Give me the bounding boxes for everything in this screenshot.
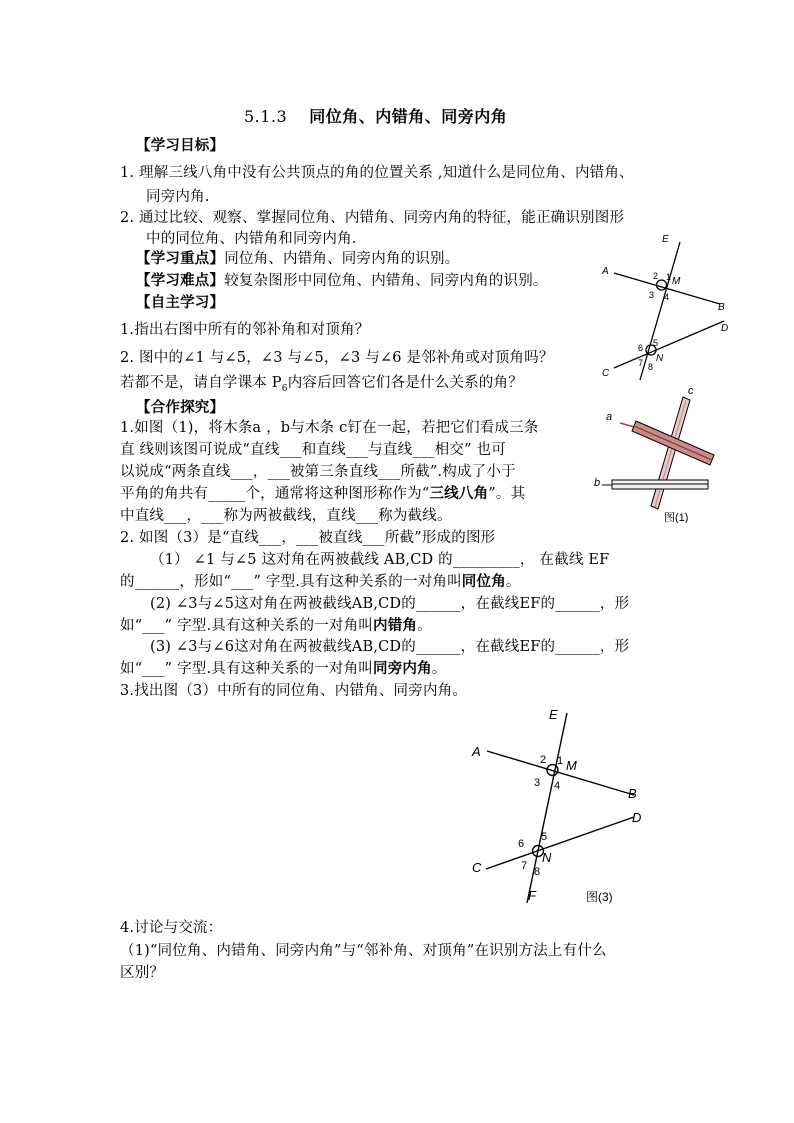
fig3-line-cd	[486, 817, 634, 869]
term-co-interior-angles: 同旁内角	[373, 660, 432, 677]
fig-top-angle-3: 3	[649, 290, 655, 300]
fig3-angle-5: 5	[541, 831, 548, 843]
fig1-label-c: c	[688, 385, 694, 397]
fig-top-angle-1: 1	[666, 272, 672, 282]
heading-key: 【学习重点】	[136, 250, 225, 267]
fig3-angle-6: 6	[518, 838, 525, 850]
q3-page-subscript: 6	[281, 383, 288, 394]
explore-p2-2-line-2	[120, 616, 432, 636]
term-three-lines-eight-angles: 三线八角	[429, 485, 489, 502]
fig3-line-ef	[527, 713, 567, 903]
heading-explore: 【合作探究】	[136, 399, 225, 416]
explore-p1-line-2: 直 线则该图可说成“直线___和直线___与直线___相交” 也可	[120, 442, 506, 458]
p1-line4-post: ”。其	[488, 486, 526, 502]
fig-top-angle-8: 8	[648, 362, 654, 372]
fig-top-angle-4: 4	[664, 292, 670, 302]
goal-1-line-1: 1. 理解三线八角中没有公共顶点的角的位置关系 ,知道什么是同位角、内错角、	[120, 165, 634, 181]
fig-top-label-e: E	[662, 234, 669, 245]
fig-top-angle-2: 2	[653, 271, 659, 281]
goal-1-line-2: 同旁内角.	[146, 189, 210, 205]
self-study-q3	[120, 373, 523, 399]
fig-top-angle-6: 6	[638, 343, 644, 353]
heading-goals: 【学习目标】	[136, 137, 225, 154]
difficult-text: 较复杂图形中同位角、内错角、同旁内角的识别。	[224, 273, 548, 289]
explore-p2-1-line-1: （1） ∠1 与∠5 这对角在两被截线 AB,CD 的_________， 在截线 EF	[150, 552, 610, 568]
p2-2-line2-post: 。	[417, 618, 432, 634]
goal-2-line-1: 2. 通过比较、观察、掌握同位角、内错角、同旁内角的特征，能正确识别图形	[120, 210, 625, 226]
fig-top-angle-5: 5	[653, 338, 659, 348]
explore-p4-1-line-2: 区别？	[120, 965, 165, 981]
section-number: 5.1.3	[244, 107, 288, 126]
fig3-label-d: D	[632, 810, 642, 825]
fig3-caption: 图(3)	[586, 890, 613, 904]
fig-top-vertex-m	[657, 280, 667, 290]
figure-3-svg	[468, 703, 668, 908]
fig3-angle-2: 2	[540, 754, 547, 766]
p2-1-line2-post: 。	[505, 574, 521, 590]
figure-3	[468, 703, 668, 912]
fig1-caption: 图(1)	[664, 512, 689, 523]
self-study-q2: 2. 图中的∠1 与∠5，∠3 与∠5，∠3 与∠6 是邻补角或对顶角吗？	[120, 350, 554, 366]
fig-top-line-cd	[614, 321, 724, 368]
fig3-angle-3: 3	[534, 777, 541, 789]
explore-p2: 2. 如图（3）是“直线___，___被直线___所截”形成的图形	[120, 530, 496, 546]
figure-1-sticks	[592, 383, 722, 527]
goal-2-line-2: 中的同位角、内错角和同旁内角.	[146, 231, 357, 247]
fig3-label-b: B	[628, 786, 637, 801]
explore-p4-1-line-1: （1)“同位角、内错角、同旁内角”与“邻补角、对顶角”在识别方法上有什么	[120, 943, 607, 959]
fig-top-label-n: N	[656, 353, 664, 364]
fig3-angle-4: 4	[554, 780, 561, 792]
explore-p1-line-5: 中直线___，___称为两被截线，直线___称为截线。	[120, 508, 452, 524]
page-title	[244, 104, 507, 127]
explore-p2-2-line-1: (2) ∠3与∠5这对角在两被截线AB,CD的______，在截线EF的______，形	[150, 596, 630, 612]
explore-p3: 3.找出图（3）中所有的同位角、内错角、同旁内角。	[120, 683, 468, 699]
p2-1-line2-pre: 的______，形如“___” 字型.具有这种关系的一对角叫	[120, 574, 462, 590]
fig3-angle-8: 8	[534, 866, 541, 878]
term-corresponding-angles: 同位角	[461, 573, 506, 590]
p1-line4-pre: 平角的角共有_____个，通常将这种图形称作为“	[120, 486, 430, 502]
fig-top-label-m: M	[672, 276, 681, 287]
fig3-label-a: A	[472, 744, 481, 759]
figure-1-svg	[592, 383, 722, 523]
term-alternate-interior-angles: 内错角	[373, 617, 418, 634]
fig-top-label-d: D	[721, 323, 729, 334]
explore-p2-1-line-2	[120, 572, 521, 592]
fig3-label-m: M	[566, 758, 577, 773]
heading-self-study: 【自主学习】	[136, 294, 225, 311]
fig1-label-b: b	[594, 477, 601, 489]
fig3-angle-1: 1	[557, 755, 564, 767]
key-points	[136, 249, 459, 269]
difficult-points	[136, 271, 548, 291]
p2-3-line2-post: 。	[431, 661, 447, 677]
fig1-label-a: a	[606, 411, 613, 423]
fig-top-label-c: C	[602, 368, 610, 379]
explore-p2-3-line-2	[120, 659, 447, 679]
explore-p2-3-line-1: (3) ∠3与∠6这对角在两被截线AB,CD的______，在截线EF的______，形	[150, 639, 630, 655]
stick-b	[602, 480, 708, 489]
q3-text-post: 内容后回答它们各是什么关系的角？	[287, 375, 523, 391]
explore-p1-line-4	[120, 484, 525, 504]
p2-2-line2-pre: 如“___” 字型.具有这种关系的一对角叫	[120, 618, 373, 634]
self-study-q1: 1.指出右图中所有的邻补角和对顶角？	[120, 322, 370, 338]
key-text: 同位角、内错角、同旁内角的识别。	[224, 251, 460, 267]
figure-top-svg	[598, 228, 738, 380]
explore-p4: 4.讨论与交流：	[120, 920, 223, 936]
p2-3-line2-pre: 如“___” 字型.具有这种关系的一对角叫	[120, 661, 373, 677]
fig3-label-n: N	[542, 850, 552, 865]
fig-top-label-b: B	[718, 302, 725, 313]
explore-p1-line-3: 以说成“两条直线___，___被第三条直线___所截”.构成了小于	[120, 464, 516, 480]
explore-p1-line-1: 1.如图（1)，将木条a ，b与木条 c钉在一起，若把它们看成三条	[120, 420, 539, 436]
heading-difficult: 【学习难点】	[136, 272, 225, 289]
fig-top-label-a: A	[602, 266, 609, 277]
q3-text-pre: 若都不是，请自学课本 P	[120, 375, 282, 391]
fig-top-angle-7: 7	[638, 358, 644, 368]
title-text: 同位角、内错角、同旁内角	[309, 107, 508, 126]
fig3-angle-7: 7	[521, 860, 528, 872]
fig3-label-c: C	[472, 860, 482, 875]
fig3-label-e: E	[549, 707, 558, 722]
figure-three-lines-top	[598, 228, 738, 384]
fig3-label-f: F	[528, 888, 536, 903]
